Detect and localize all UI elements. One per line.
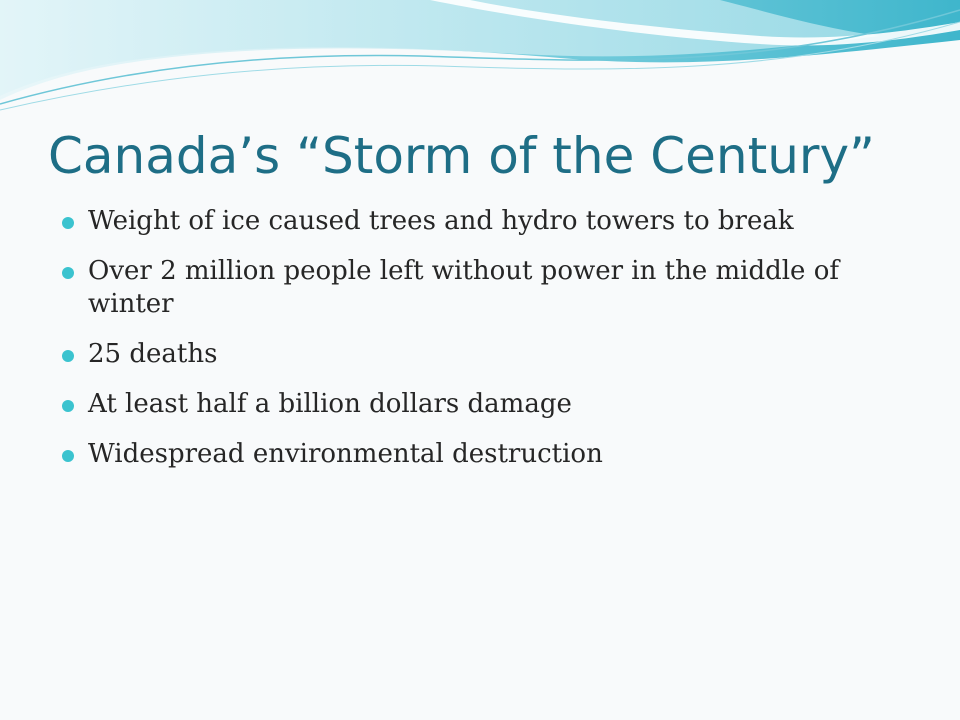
bullet-text: Widespread environmental destruction [88, 439, 603, 469]
bullet-text: Over 2 million people left without power in the middle of winter [88, 256, 839, 319]
bullet-item [62, 438, 922, 471]
bullet-item [62, 255, 922, 321]
slide-title: Canada’s “Storm of the Century” [48, 127, 875, 185]
bullet-text: 25 deaths [88, 339, 218, 369]
bullet-item [62, 205, 922, 238]
bullet-marker-icon [62, 217, 74, 229]
bullet-marker-icon [62, 450, 74, 462]
bullet-text: Weight of ice caused trees and hydro towers to break [88, 206, 794, 236]
bullet-marker-icon [62, 350, 74, 362]
bullet-item [62, 388, 922, 421]
bullet-list [62, 205, 922, 488]
bullet-text: At least half a billion dollars damage [88, 389, 572, 419]
bullet-item [62, 338, 922, 371]
bullet-marker-icon [62, 267, 74, 279]
bullet-marker-icon [62, 400, 74, 412]
header-wave-decoration [0, 0, 960, 120]
